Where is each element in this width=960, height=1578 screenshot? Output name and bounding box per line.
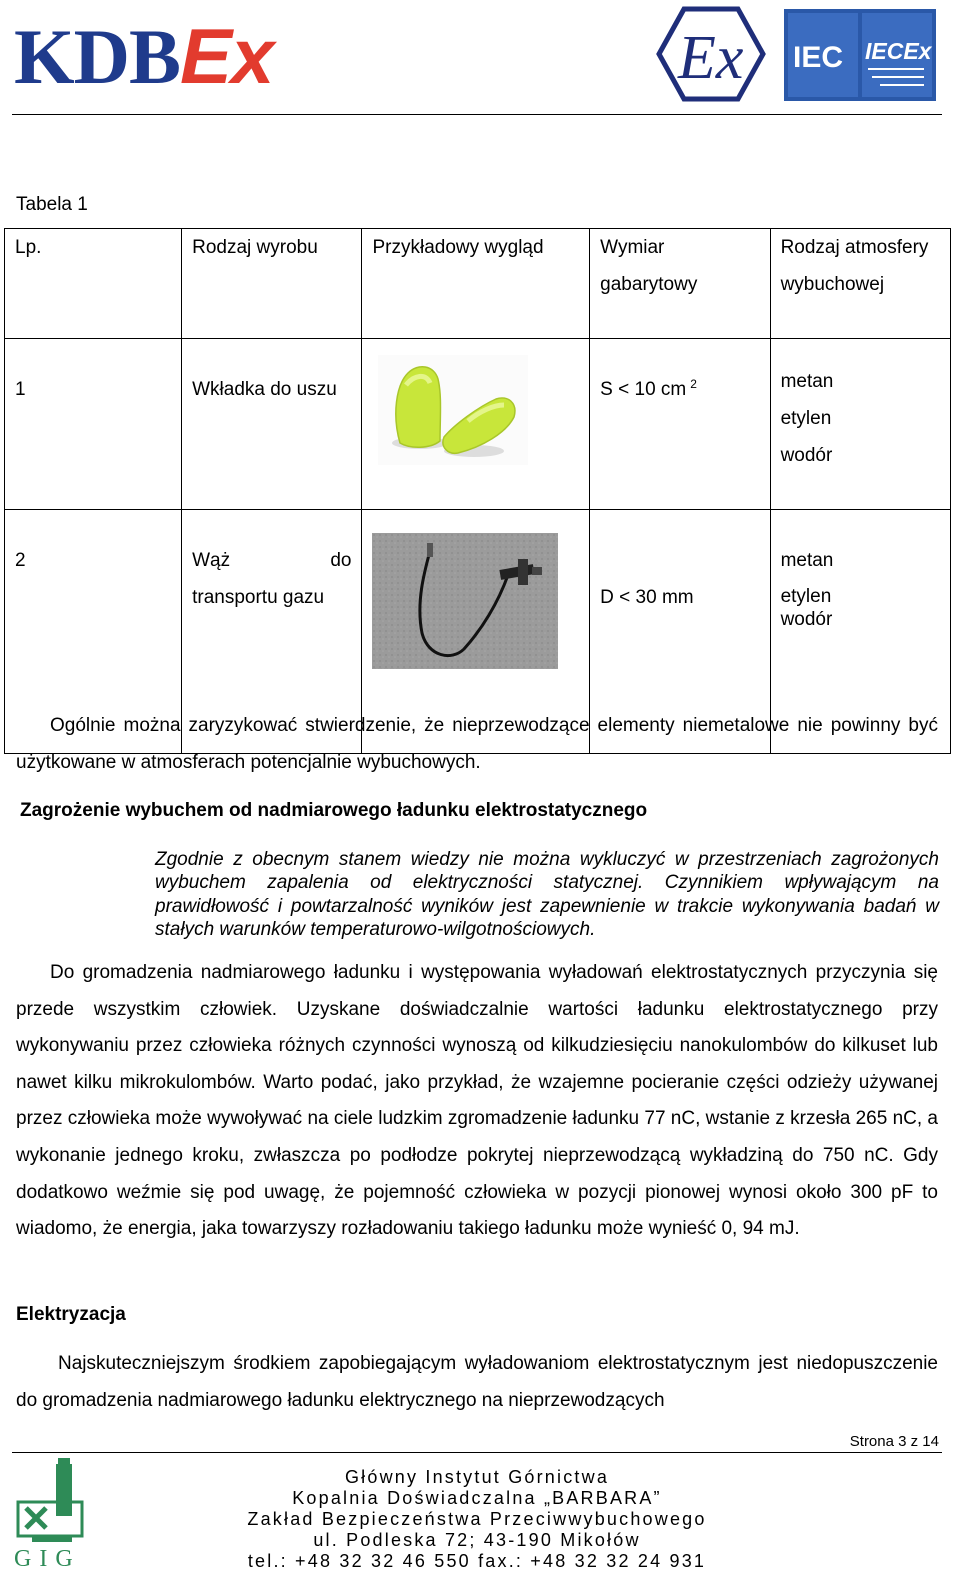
gig-logo-text: GIG <box>14 1546 81 1570</box>
dimension-exponent: 2 <box>690 376 697 391</box>
dimension-value: S < 10 cm <box>600 379 687 400</box>
paragraph-conclusion <box>16 708 938 781</box>
quoted-paragraph: Zgodnie z obecnym stanem wiedzy nie można wykluczyć w przestrzeniach zagrożonych wybuchem zapalenia od elektryczności statycznej. Czynnikiem wpływającym na prawidłowość i powtarzalność wyników jest zapewnienie w trakcie wykonywania badań w stałych warunków temperaturowo-wilgotnościowych. <box>155 849 939 941</box>
atmosphere-item: wodór <box>780 609 833 630</box>
table-row <box>5 339 951 510</box>
header-cell-atmosphere <box>770 229 950 339</box>
kdbex-logo <box>14 12 274 100</box>
atmosphere-item: wodór <box>780 445 833 466</box>
atmosphere-item: etylen <box>780 408 832 429</box>
logo-ex-text: Ex <box>180 12 274 100</box>
atmosphere-item: metan <box>780 371 834 392</box>
header-cell-appearance: Przykładowy wygląd <box>362 229 590 339</box>
products-table <box>4 228 951 754</box>
earplugs-image <box>378 355 528 465</box>
gig-logo <box>12 1458 92 1570</box>
iec-iecex-logo <box>784 9 936 101</box>
footer-line: Główny Instytut Górnictwa <box>344 1467 610 1487</box>
paragraph-prevention <box>16 1346 938 1419</box>
header-cell-dimension <box>590 229 770 339</box>
footer-line: Zakład Bezpieczeństwa Przeciwwybuchowego <box>247 1509 707 1529</box>
cell-product: Wkładka do uszu <box>182 339 362 510</box>
section-title-electrostatic-hazard: Zagrożenie wybuchem od nadmiarowego ładunku elektrostatycznego <box>20 800 648 821</box>
atmosphere-item: etylen <box>780 586 832 607</box>
footer-line: tel.: +48 32 32 46 550 fax.: +48 32 32 24 931 <box>247 1551 707 1571</box>
header-atmosphere-line1: Rodzaj atmosfery <box>780 237 929 258</box>
product-line1 <box>192 542 351 579</box>
table-caption: Tabela 1 <box>16 194 88 215</box>
paragraph-conclusion-text: Ogólnie można zaryzykować stwierdzenie, że nieprzewodzące elementy niemetalowe nie powinny być użytkowane w atmosferach potencjalnie wybuchowych. <box>16 715 938 773</box>
paragraph-prevention-text: Najskuteczniejszym środkiem zapobiegającym wyładowaniom elektrostatycznym jest niedopuszczenie do gromadzenia nadmiarowego ładunku elektrycznego na nieprzewodzących <box>16 1353 938 1411</box>
header-cell-product: Rodzaj wyrobu <box>182 229 362 339</box>
product-word2: do <box>330 550 352 571</box>
cell-dimension: D < 30 mm <box>590 510 770 754</box>
header-dimension-line2: gabarytowy <box>600 274 698 295</box>
footer-divider <box>12 1452 942 1453</box>
logo-main-text: KDB <box>14 13 181 100</box>
paragraph-charge <box>16 955 938 1248</box>
table-header-row <box>5 229 951 339</box>
atmosphere-item: metan <box>780 550 834 571</box>
atex-ex-icon <box>656 6 766 102</box>
page-number: Strona 3 z 14 <box>849 1433 939 1450</box>
iec-text: IEC <box>793 41 844 74</box>
paragraph-charge-text: Do gromadzenia nadmiarowego ładunku i występowania wyładowań elektrostatycznych przyczynia się przede wszystkim człowiek. Uzyskane doświadczalnie wartości ładunku elektrostatycznego przy wykonywaniu przez człowieka różnych czynności wynoszą od kilkudziesięciu nanokulombów do kilkuset lub nawet kilku mikrokulombów. Warto podać, jako przykład, że wzajemne pocieranie części odzieży używanej przez człowieka może wywoływać na ciele ludzkim zgromadzenie ładunku 77 nC, wstanie z krzesła 265 nC, a wykonanie jednego kroku, zwłaszcza po podłodze pokrytej nieprzewodzącą wykładziną do 750 nC. Gdy dodatkowo weźmie się pod uwagę, że pojemność człowieka w pozycji pionowej wynosi około 300 pF to wiadomo, że energia, jaka towarzyszy rozładowaniu takiego ładunku może wynieść 0, 94 mJ. <box>16 962 938 1240</box>
cell-atmosphere <box>770 339 950 510</box>
cell-lp: 1 <box>5 339 182 510</box>
cell-appearance <box>362 339 590 510</box>
product-line2: transportu gazu <box>192 587 325 608</box>
header-dimension-line1: Wymiar <box>600 237 665 258</box>
product-word1: Wąż <box>192 550 231 571</box>
header-atmosphere-line2: wybuchowej <box>780 274 885 295</box>
svg-text:Ex: Ex <box>678 24 744 92</box>
header-cell-lp: Lp. <box>5 229 182 339</box>
iecex-text: IECEx <box>865 38 932 64</box>
footer-address <box>232 1467 722 1572</box>
cell-dimension <box>590 339 770 510</box>
gas-hose-image <box>372 533 558 669</box>
section-title-electrification: Elektryzacja <box>16 1304 126 1325</box>
footer-line: Kopalnia Doświadczalna „BARBARA” <box>292 1488 662 1508</box>
header-divider <box>12 114 942 115</box>
footer-line: ul. Podleska 72; 43-190 Mikołów <box>313 1530 641 1550</box>
cell-lp: 2 <box>5 510 182 754</box>
page-header <box>0 0 960 118</box>
